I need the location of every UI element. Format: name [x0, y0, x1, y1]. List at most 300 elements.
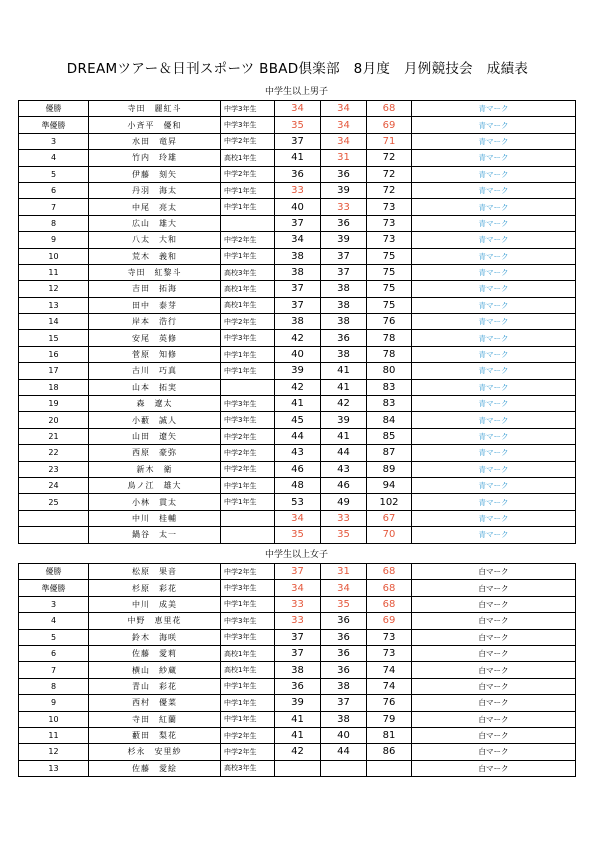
in-score-cell: 37 — [321, 695, 367, 711]
name-cell: 菅原 知修 — [89, 346, 221, 362]
in-score-cell: 35 — [321, 527, 367, 543]
total-score-cell: 76 — [367, 314, 412, 330]
out-score-cell: 38 — [275, 248, 321, 264]
name-cell: 吉田 拓海 — [89, 281, 221, 297]
table-row — [19, 379, 576, 395]
table-row — [19, 461, 576, 477]
tee-mark-cell: 青マーク — [412, 396, 576, 412]
total-score-cell: 76 — [367, 695, 412, 711]
rank-cell: 10 — [19, 711, 89, 727]
grade-cell: 高校3年生 — [221, 760, 275, 776]
total-score-cell: 73 — [367, 629, 412, 645]
in-score-cell: 34 — [321, 133, 367, 149]
tee-mark-cell: 白マーク — [412, 744, 576, 760]
name-cell: 小林 貫太 — [89, 494, 221, 510]
total-score-cell: 74 — [367, 662, 412, 678]
tee-mark-cell: 青マーク — [412, 363, 576, 379]
table-row — [19, 133, 576, 149]
grade-cell: 中学1年生 — [221, 346, 275, 362]
name-cell: 田中 泰芽 — [89, 297, 221, 313]
total-score-cell: 68 — [367, 596, 412, 612]
table-row — [19, 760, 576, 776]
total-score-cell: 94 — [367, 477, 412, 493]
name-cell: 伊藤 刻矢 — [89, 166, 221, 182]
name-cell: 藪田 梨花 — [89, 727, 221, 743]
rank-cell — [19, 510, 89, 526]
grade-cell: 中学1年生 — [221, 678, 275, 694]
name-cell: 山田 遼矢 — [89, 428, 221, 444]
table-row — [19, 150, 576, 166]
rank-cell: 13 — [19, 760, 89, 776]
total-score-cell: 72 — [367, 166, 412, 182]
table-row — [19, 645, 576, 661]
grade-cell: 中学1年生 — [221, 494, 275, 510]
out-score-cell — [275, 760, 321, 776]
name-cell: 安尾 英修 — [89, 330, 221, 346]
grade-cell: 中学3年生 — [221, 629, 275, 645]
total-score-cell: 75 — [367, 264, 412, 280]
table-row — [19, 596, 576, 612]
out-score-cell: 46 — [275, 461, 321, 477]
tee-mark-cell: 青マーク — [412, 314, 576, 330]
in-score-cell: 33 — [321, 510, 367, 526]
in-score-cell: 36 — [321, 166, 367, 182]
tee-mark-cell: 白マーク — [412, 613, 576, 629]
name-cell: 古川 巧真 — [89, 363, 221, 379]
rank-cell: 5 — [19, 629, 89, 645]
tee-mark-cell: 青マーク — [412, 248, 576, 264]
in-score-cell: 38 — [321, 314, 367, 330]
grade-cell: 中学2年生 — [221, 314, 275, 330]
tee-mark-cell: 青マーク — [412, 510, 576, 526]
name-cell: 杉永 安里紗 — [89, 744, 221, 760]
table-row — [19, 199, 576, 215]
rank-cell: 3 — [19, 133, 89, 149]
rank-cell: 17 — [19, 363, 89, 379]
table-row — [19, 662, 576, 678]
out-score-cell: 37 — [275, 133, 321, 149]
total-score-cell: 73 — [367, 199, 412, 215]
tee-mark-cell: 白マーク — [412, 580, 576, 596]
name-cell: 青山 彩花 — [89, 678, 221, 694]
name-cell: 水田 竜昇 — [89, 133, 221, 149]
grade-cell — [221, 527, 275, 543]
tee-mark-cell: 白マーク — [412, 727, 576, 743]
total-score-cell: 74 — [367, 678, 412, 694]
total-score-cell: 87 — [367, 445, 412, 461]
tee-mark-cell: 白マーク — [412, 760, 576, 776]
in-score-cell: 38 — [321, 297, 367, 313]
name-cell: 山本 拓実 — [89, 379, 221, 395]
name-cell: 寺田 紅黎斗 — [89, 264, 221, 280]
out-score-cell: 35 — [275, 527, 321, 543]
table-row — [19, 232, 576, 248]
rank-cell: 8 — [19, 215, 89, 231]
out-score-cell: 37 — [275, 629, 321, 645]
total-score-cell: 85 — [367, 428, 412, 444]
name-cell: 西原 豪弥 — [89, 445, 221, 461]
out-score-cell: 53 — [275, 494, 321, 510]
in-score-cell: 33 — [321, 199, 367, 215]
in-score-cell: 43 — [321, 461, 367, 477]
table-row — [19, 494, 576, 510]
out-score-cell: 41 — [275, 396, 321, 412]
total-score-cell: 73 — [367, 232, 412, 248]
table-row — [19, 580, 576, 596]
table-row — [19, 182, 576, 198]
tee-mark-cell: 青マーク — [412, 117, 576, 133]
out-score-cell: 33 — [275, 596, 321, 612]
rank-cell: 準優勝 — [19, 117, 89, 133]
out-score-cell: 34 — [275, 232, 321, 248]
tee-mark-cell: 青マーク — [412, 182, 576, 198]
total-score-cell: 79 — [367, 711, 412, 727]
in-score-cell: 39 — [321, 232, 367, 248]
grade-cell: 高校1年生 — [221, 150, 275, 166]
tee-mark-cell: 青マーク — [412, 412, 576, 428]
grade-cell — [221, 379, 275, 395]
rank-cell: 23 — [19, 461, 89, 477]
out-score-cell: 42 — [275, 379, 321, 395]
in-score-cell: 38 — [321, 711, 367, 727]
tee-mark-cell: 青マーク — [412, 445, 576, 461]
tee-mark-cell: 白マーク — [412, 695, 576, 711]
in-score-cell: 37 — [321, 264, 367, 280]
in-score-cell: 36 — [321, 215, 367, 231]
in-score-cell: 41 — [321, 428, 367, 444]
table-row — [19, 744, 576, 760]
rank-cell: 5 — [19, 166, 89, 182]
name-cell: 広山 雄大 — [89, 215, 221, 231]
grade-cell: 中学3年生 — [221, 330, 275, 346]
total-score-cell: 68 — [367, 580, 412, 596]
total-score-cell: 67 — [367, 510, 412, 526]
table-row — [19, 678, 576, 694]
results-table-girls — [18, 563, 576, 777]
in-score-cell: 39 — [321, 182, 367, 198]
out-score-cell: 41 — [275, 150, 321, 166]
out-score-cell: 44 — [275, 428, 321, 444]
name-cell: 中川 桂輔 — [89, 510, 221, 526]
total-score-cell: 69 — [367, 117, 412, 133]
name-cell: 寺田 麗紅斗 — [89, 101, 221, 117]
out-score-cell: 40 — [275, 199, 321, 215]
in-score-cell: 41 — [321, 379, 367, 395]
total-score-cell: 71 — [367, 133, 412, 149]
in-score-cell: 36 — [321, 645, 367, 661]
tee-mark-cell: 青マーク — [412, 101, 576, 117]
name-cell: 丹羽 海太 — [89, 182, 221, 198]
name-cell: 新木 衛 — [89, 461, 221, 477]
tee-mark-cell: 白マーク — [412, 629, 576, 645]
rank-cell: 11 — [19, 264, 89, 280]
total-score-cell: 75 — [367, 281, 412, 297]
tee-mark-cell: 青マーク — [412, 133, 576, 149]
out-score-cell: 39 — [275, 695, 321, 711]
in-score-cell: 38 — [321, 678, 367, 694]
name-cell: 鳥ノ江 雄大 — [89, 477, 221, 493]
table-row — [19, 510, 576, 526]
tee-mark-cell: 青マーク — [412, 215, 576, 231]
rank-cell: 10 — [19, 248, 89, 264]
section-heading-girls: 中学生以上女子 — [264, 550, 328, 560]
grade-cell: 中学1年生 — [221, 477, 275, 493]
total-score-cell: 84 — [367, 412, 412, 428]
grade-cell: 中学3年生 — [221, 396, 275, 412]
total-score-cell: 68 — [367, 101, 412, 117]
out-score-cell: 34 — [275, 580, 321, 596]
out-score-cell: 34 — [275, 510, 321, 526]
out-score-cell: 41 — [275, 727, 321, 743]
rank-cell: 6 — [19, 645, 89, 661]
rank-cell: 16 — [19, 346, 89, 362]
out-score-cell: 40 — [275, 346, 321, 362]
grade-cell: 中学3年生 — [221, 412, 275, 428]
rank-cell: 14 — [19, 314, 89, 330]
grade-cell: 高校1年生 — [221, 281, 275, 297]
grade-cell: 中学1年生 — [221, 711, 275, 727]
tee-mark-cell: 青マーク — [412, 461, 576, 477]
out-score-cell: 37 — [275, 215, 321, 231]
grade-cell: 中学2年生 — [221, 133, 275, 149]
out-score-cell: 38 — [275, 662, 321, 678]
rank-cell: 優勝 — [19, 101, 89, 117]
rank-cell: 9 — [19, 695, 89, 711]
name-cell: 鈴木 海咲 — [89, 629, 221, 645]
rank-cell: 4 — [19, 150, 89, 166]
total-score-cell: 75 — [367, 248, 412, 264]
out-score-cell: 34 — [275, 101, 321, 117]
name-cell: 中川 成美 — [89, 596, 221, 612]
name-cell: 西村 優菜 — [89, 695, 221, 711]
total-score-cell: 78 — [367, 346, 412, 362]
table-row — [19, 564, 576, 580]
grade-cell: 中学2年生 — [221, 232, 275, 248]
in-score-cell: 46 — [321, 477, 367, 493]
table-row — [19, 445, 576, 461]
name-cell: 佐藤 愛絵 — [89, 760, 221, 776]
rank-cell: 11 — [19, 727, 89, 743]
out-score-cell: 45 — [275, 412, 321, 428]
tee-mark-cell: 白マーク — [412, 596, 576, 612]
table-row — [19, 101, 576, 117]
out-score-cell: 33 — [275, 613, 321, 629]
rank-cell: 13 — [19, 297, 89, 313]
total-score-cell: 86 — [367, 744, 412, 760]
grade-cell: 高校1年生 — [221, 645, 275, 661]
table-row — [19, 314, 576, 330]
name-cell: 小斉平 優和 — [89, 117, 221, 133]
name-cell: 中尾 亮太 — [89, 199, 221, 215]
out-score-cell: 37 — [275, 645, 321, 661]
rank-cell: 8 — [19, 678, 89, 694]
grade-cell — [221, 215, 275, 231]
out-score-cell: 39 — [275, 363, 321, 379]
grade-cell: 中学2年生 — [221, 564, 275, 580]
total-score-cell: 72 — [367, 150, 412, 166]
table-row — [19, 363, 576, 379]
out-score-cell: 38 — [275, 314, 321, 330]
out-score-cell: 37 — [275, 564, 321, 580]
grade-cell: 中学3年生 — [221, 613, 275, 629]
table-row — [19, 215, 576, 231]
grade-cell: 中学3年生 — [221, 117, 275, 133]
total-score-cell: 89 — [367, 461, 412, 477]
rank-cell: 22 — [19, 445, 89, 461]
table-row — [19, 248, 576, 264]
in-score-cell: 34 — [321, 101, 367, 117]
out-score-cell: 37 — [275, 297, 321, 313]
rank-cell: 7 — [19, 662, 89, 678]
name-cell: 小藪 誠人 — [89, 412, 221, 428]
table-row — [19, 412, 576, 428]
name-cell: 松原 果音 — [89, 564, 221, 580]
rank-cell: 12 — [19, 281, 89, 297]
tee-mark-cell: 青マーク — [412, 199, 576, 215]
rank-cell: 6 — [19, 182, 89, 198]
out-score-cell: 48 — [275, 477, 321, 493]
in-score-cell: 36 — [321, 629, 367, 645]
table-row — [19, 629, 576, 645]
grade-cell: 中学3年生 — [221, 101, 275, 117]
tee-mark-cell: 青マーク — [412, 379, 576, 395]
grade-cell: 高校1年生 — [221, 297, 275, 313]
table-row — [19, 695, 576, 711]
in-score-cell: 38 — [321, 346, 367, 362]
tee-mark-cell: 白マーク — [412, 645, 576, 661]
tee-mark-cell: 青マーク — [412, 281, 576, 297]
grade-cell: 中学1年生 — [221, 248, 275, 264]
table-row — [19, 166, 576, 182]
in-score-cell: 44 — [321, 445, 367, 461]
grade-cell: 中学1年生 — [221, 596, 275, 612]
grade-cell: 中学3年生 — [221, 580, 275, 596]
total-score-cell: 83 — [367, 396, 412, 412]
table-row — [19, 117, 576, 133]
grade-cell: 中学2年生 — [221, 166, 275, 182]
total-score-cell — [367, 760, 412, 776]
rank-cell: 24 — [19, 477, 89, 493]
out-score-cell: 35 — [275, 117, 321, 133]
tee-mark-cell: 白マーク — [412, 662, 576, 678]
in-score-cell: 39 — [321, 412, 367, 428]
tee-mark-cell: 青マーク — [412, 232, 576, 248]
out-score-cell: 42 — [275, 744, 321, 760]
total-score-cell: 78 — [367, 330, 412, 346]
tee-mark-cell: 青マーク — [412, 346, 576, 362]
in-score-cell: 42 — [321, 396, 367, 412]
tee-mark-cell: 青マーク — [412, 150, 576, 166]
table-row — [19, 281, 576, 297]
total-score-cell: 80 — [367, 363, 412, 379]
in-score-cell: 49 — [321, 494, 367, 510]
name-cell: 杉原 彩花 — [89, 580, 221, 596]
in-score-cell: 41 — [321, 363, 367, 379]
table-row — [19, 527, 576, 543]
table-row — [19, 264, 576, 280]
out-score-cell: 36 — [275, 678, 321, 694]
in-score-cell: 31 — [321, 150, 367, 166]
tee-mark-cell: 青マーク — [412, 166, 576, 182]
total-score-cell: 81 — [367, 727, 412, 743]
name-cell: 中野 恵里花 — [89, 613, 221, 629]
out-score-cell: 38 — [275, 264, 321, 280]
tee-mark-cell: 青マーク — [412, 527, 576, 543]
total-score-cell: 70 — [367, 527, 412, 543]
grade-cell — [221, 510, 275, 526]
tee-mark-cell: 青マーク — [412, 494, 576, 510]
in-score-cell: 36 — [321, 330, 367, 346]
in-score-cell: 34 — [321, 117, 367, 133]
grade-cell: 高校3年生 — [221, 264, 275, 280]
name-cell: 佐藤 愛莉 — [89, 645, 221, 661]
total-score-cell: 73 — [367, 645, 412, 661]
out-score-cell: 41 — [275, 711, 321, 727]
rank-cell: 21 — [19, 428, 89, 444]
rank-cell: 4 — [19, 613, 89, 629]
grade-cell: 中学1年生 — [221, 182, 275, 198]
name-cell: 岸本 浩行 — [89, 314, 221, 330]
in-score-cell: 35 — [321, 596, 367, 612]
grade-cell: 中学1年生 — [221, 695, 275, 711]
rank-cell: 7 — [19, 199, 89, 215]
in-score-cell: 34 — [321, 580, 367, 596]
in-score-cell — [321, 760, 367, 776]
name-cell: 荒木 義和 — [89, 248, 221, 264]
rank-cell: 25 — [19, 494, 89, 510]
grade-cell: 中学2年生 — [221, 727, 275, 743]
results-table-boys — [18, 100, 576, 544]
rank-cell: 12 — [19, 744, 89, 760]
table-row — [19, 711, 576, 727]
total-score-cell: 73 — [367, 215, 412, 231]
out-score-cell: 33 — [275, 182, 321, 198]
grade-cell: 中学2年生 — [221, 428, 275, 444]
in-score-cell: 40 — [321, 727, 367, 743]
in-score-cell: 44 — [321, 744, 367, 760]
tee-mark-cell: 白マーク — [412, 678, 576, 694]
total-score-cell: 68 — [367, 564, 412, 580]
rank-cell: 優勝 — [19, 564, 89, 580]
name-cell: 竹内 玲雄 — [89, 150, 221, 166]
tee-mark-cell: 青マーク — [412, 428, 576, 444]
grade-cell: 中学1年生 — [221, 199, 275, 215]
out-score-cell: 42 — [275, 330, 321, 346]
tee-mark-cell: 青マーク — [412, 264, 576, 280]
total-score-cell: 83 — [367, 379, 412, 395]
grade-cell: 中学1年生 — [221, 363, 275, 379]
rank-cell: 9 — [19, 232, 89, 248]
table-row — [19, 477, 576, 493]
table-row — [19, 428, 576, 444]
rank-cell: 20 — [19, 412, 89, 428]
tee-mark-cell: 白マーク — [412, 564, 576, 580]
tee-mark-cell: 青マーク — [412, 330, 576, 346]
name-cell: 鍋谷 太一 — [89, 527, 221, 543]
rank-cell: 19 — [19, 396, 89, 412]
rank-cell: 15 — [19, 330, 89, 346]
in-score-cell: 31 — [321, 564, 367, 580]
in-score-cell: 36 — [321, 613, 367, 629]
tee-mark-cell: 青マーク — [412, 297, 576, 313]
in-score-cell: 36 — [321, 662, 367, 678]
rank-cell: 準優勝 — [19, 580, 89, 596]
rank-cell — [19, 527, 89, 543]
total-score-cell: 75 — [367, 297, 412, 313]
rank-cell: 18 — [19, 379, 89, 395]
total-score-cell: 102 — [367, 494, 412, 510]
out-score-cell: 43 — [275, 445, 321, 461]
